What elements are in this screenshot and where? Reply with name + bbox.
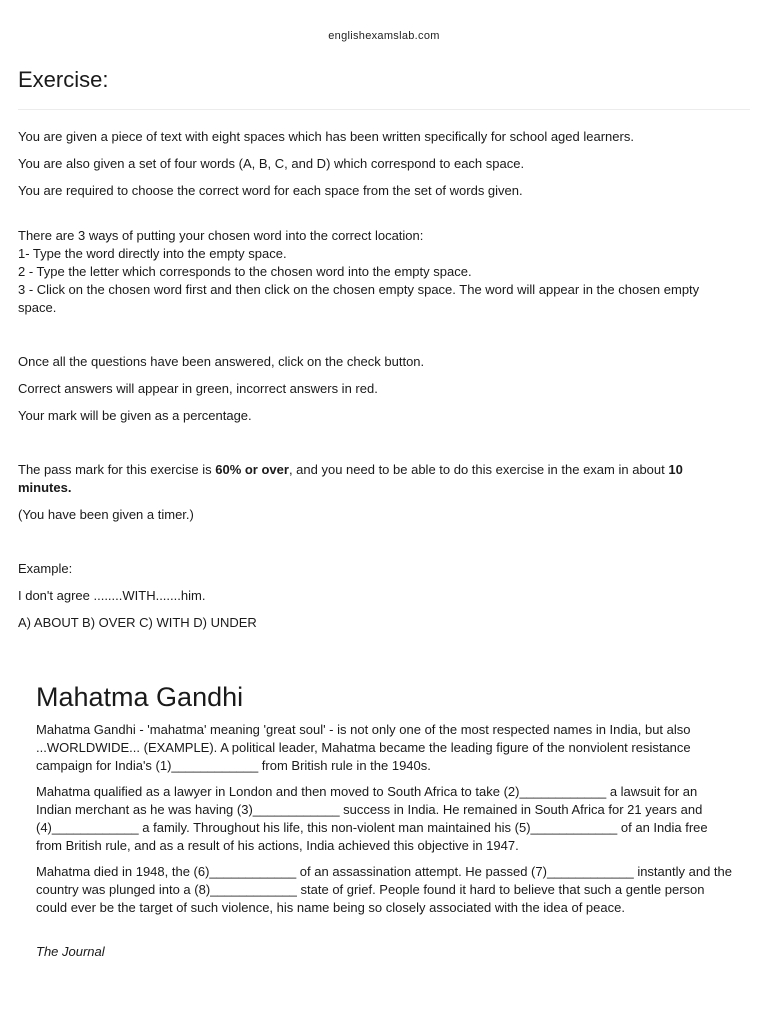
way-step-1: 1- Type the word directly into the empty space. (18, 246, 287, 261)
pass-mark-value: 60% or over (215, 462, 289, 477)
article-source: The Journal (36, 944, 105, 959)
intro-line-3: You are required to choose the correct word for each space from the set of words given. (18, 183, 523, 198)
pass-text-part-1: The pass mark for this exercise is (18, 462, 216, 477)
example-label: Example: (18, 561, 73, 576)
check-line-1: Once all the questions have been answered, click on the check button. (18, 354, 425, 369)
title-divider (18, 109, 750, 110)
way-step-3: 3 - Click on the chosen word first and then click on the chosen empty space. The word will appear in the chosen empty space. (18, 282, 700, 315)
timer-note: (You have been given a timer.) (18, 507, 194, 522)
intro-line-2: You are also given a set of four words (A, B, C, and D) which correspond to each space. (18, 156, 525, 171)
pass-text-part-2: , and you need to be able to do this exercise in the exam in about (288, 462, 669, 477)
article-paragraph-1: Mahatma Gandhi - 'mahatma' meaning 'great soul' - is not only one of the most respected names in India, but also ...WORLDWIDE... (EXAMPLE). A political leader, Mahatma became the leading figure of the nonviolent resistance campaign for India's (1)____________ from British rule in the 1940s. (36, 722, 691, 773)
article-title: Mahatma Gandhi (36, 682, 244, 712)
article-section (36, 681, 736, 969)
ways-heading: There are 3 ways of putting your chosen word into the correct location: (18, 228, 424, 243)
article-paragraph-3: Mahatma died in 1948, the (6)____________ of an assassination attempt. He passed (7)____________ instantly and the country was plunged into a (8)____________ state of grief. People found it hard to believe that such a gentle person could ever be the target of such violence, his name being so closely associated with the idea of peace. (36, 864, 732, 915)
example-options: A) ABOUT B) OVER C) WITH D) UNDER (18, 615, 257, 630)
instructions-section (18, 128, 738, 641)
pass-mark-text (18, 461, 738, 497)
exercise-title: Exercise: (18, 67, 109, 92)
way-step-2: 2 - Type the letter which corresponds to the chosen word into the empty space. (18, 264, 472, 279)
check-line-3: Your mark will be given as a percentage. (18, 408, 252, 423)
intro-line-1: You are given a piece of text with eight spaces which has been written specifically for school aged learners. (18, 129, 634, 144)
check-line-2: Correct answers will appear in green, incorrect answers in red. (18, 381, 378, 396)
example-sentence: I don't agree ........WITH.......him. (18, 588, 206, 603)
site-domain-header: englishexamslab.com (328, 30, 440, 42)
article-paragraph-2: Mahatma qualified as a lawyer in London and then moved to South Africa to take (2)____________ a lawsuit for an Indian merchant as he was having (3)____________ success in India. He remained in South Africa for 21 years and (4)____________ a family. Throughout his life, this non-violent man maintained his (5)____________ of an India free from British rule, and as a result of his actions, India achieved this objective in 1947. (36, 784, 708, 853)
time-limit-value: 10 minutes. (18, 462, 683, 495)
